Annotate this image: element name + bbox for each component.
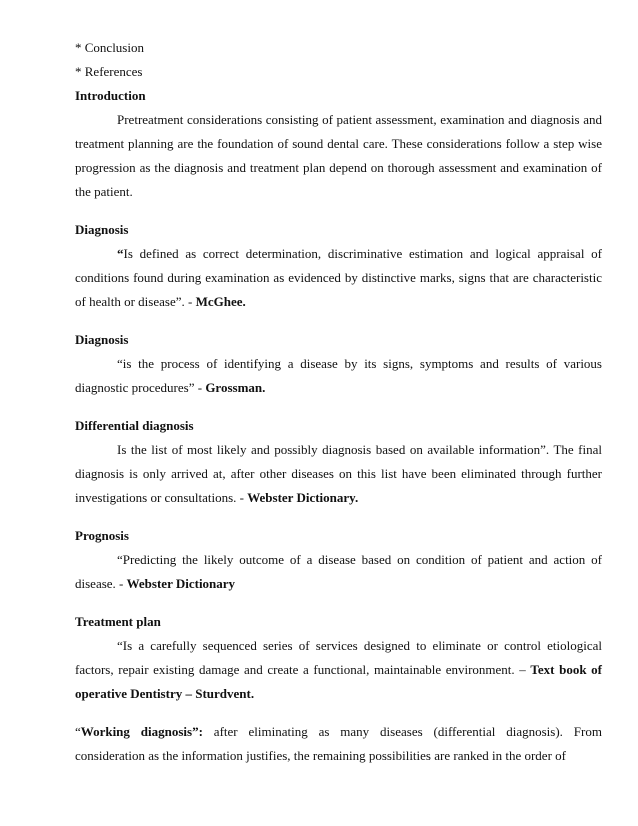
treatment-text: “Is a carefully sequenced series of services designed to eliminate or control etiological factors, repair existing damage and create a functional, maintainable environment. – xyxy=(75,638,602,677)
diagnosis-source-2: Grossman. xyxy=(205,380,266,395)
intro-paragraph: Pretreatment considerations consisting of patient assessment, examination and diagnosis and treatment planning are the foundation of sound dental care. These considerations follow a step wise progression as the diagnosis and treatment plan depend on thorough assessment and examination of the patient. xyxy=(75,112,602,199)
diagnosis-text-1: Is defined as correct determination, discriminative estimation and logical appraisal of conditions found during examination as evidenced by distinctive marks, signs that are characteristic of health or disease”. - xyxy=(75,246,602,309)
working-open-quote: “ xyxy=(75,724,81,739)
treatment-source: Text book of operative Dentistry – Sturdvent. xyxy=(75,662,603,701)
prognosis-heading: Prognosis xyxy=(75,528,129,543)
prognosis-text: “Predicting the likely outcome of a disease based on condition of patient and action of disease. - xyxy=(75,552,602,591)
working-term: Working diagnosis”: xyxy=(80,724,203,739)
toc-references: * References xyxy=(75,64,143,79)
treatment-paragraph xyxy=(75,634,602,706)
diagnosis-heading-1: Diagnosis xyxy=(75,222,129,237)
toc-conclusion: * Conclusion xyxy=(75,40,144,55)
differential-heading: Differential diagnosis xyxy=(75,418,194,433)
diagnosis-paragraph-2 xyxy=(75,352,602,400)
working-paragraph xyxy=(75,720,602,768)
intro-heading: Introduction xyxy=(75,88,146,103)
diagnosis-open-quote: “ xyxy=(117,246,124,261)
prognosis-source: Webster Dictionary xyxy=(126,576,236,591)
diagnosis-heading-2: Diagnosis xyxy=(75,332,129,347)
diagnosis-paragraph-1 xyxy=(75,242,602,314)
differential-source: Webster Dictionary. xyxy=(247,490,359,505)
diagnosis-source-1: McGhee. xyxy=(195,294,246,309)
differential-text: Is the list of most likely and possibly diagnosis based on available information”. The final diagnosis is only arrived at, after other diseases on this list have been eliminated through further investigations or consultations. - xyxy=(75,442,602,505)
working-text: after eliminating as many diseases (differential diagnosis). From consideration as the information justifies, the remaining possibilities are ranked in the order of xyxy=(75,724,602,763)
document-page xyxy=(75,36,602,768)
differential-paragraph xyxy=(75,438,602,510)
treatment-heading: Treatment plan xyxy=(75,614,161,629)
prognosis-paragraph xyxy=(75,548,602,596)
diagnosis-text-2: “is the process of identifying a disease by its signs, symptoms and results of various diagnostic procedures” - xyxy=(75,356,602,395)
